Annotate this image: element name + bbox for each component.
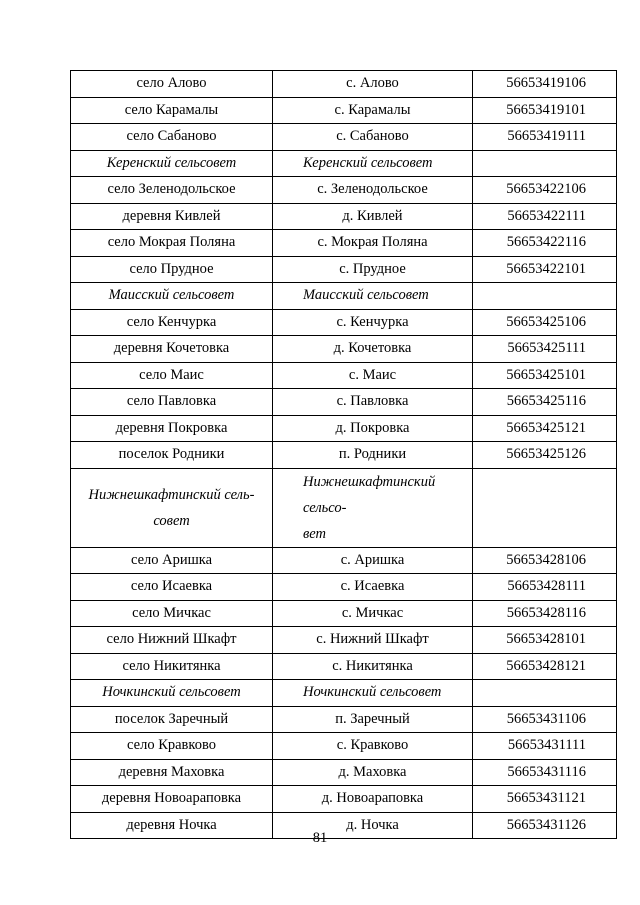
oktmo-code-cell: 56653425106 — [473, 309, 617, 336]
settlement-name-cell: село Аришка — [71, 547, 273, 574]
settlement-short-cell: Керенский сельсовет — [273, 150, 473, 177]
oktmo-code-cell: 56653422111 — [473, 203, 617, 230]
oktmo-code-cell: 56653431116 — [473, 759, 617, 786]
settlement-short-cell: с. Павловка — [273, 389, 473, 416]
oktmo-code-cell: 56653428116 — [473, 600, 617, 627]
table-row — [71, 574, 617, 601]
settlement-short-cell: с. Сабаново — [273, 124, 473, 151]
oktmo-code-cell: 56653425116 — [473, 389, 617, 416]
settlement-short-cell: с. Кенчурка — [273, 309, 473, 336]
oktmo-code-cell: 56653425121 — [473, 415, 617, 442]
settlement-name-cell: село Исаевка — [71, 574, 273, 601]
settlement-name-cell: Маисский сельсовет — [71, 283, 273, 310]
oktmo-code-cell: 56653419106 — [473, 71, 617, 98]
page-number: 81 — [312, 830, 328, 846]
settlement-name-cell: село Маис — [71, 362, 273, 389]
cell-line: совет — [153, 512, 190, 529]
settlement-name-cell: деревня Кочетовка — [71, 336, 273, 363]
table-body — [71, 71, 617, 839]
oktmo-code-cell: 56653431111 — [473, 733, 617, 760]
settlement-short-cell: с. Зеленодольское — [273, 177, 473, 204]
settlement-name-cell: деревня Покровка — [71, 415, 273, 442]
table-row — [71, 442, 617, 469]
settlement-short-cell: Ночкинский сельсовет — [273, 680, 473, 707]
settlement-name-cell: село Никитянка — [71, 653, 273, 680]
settlement-name-cell: Керенский сельсовет — [71, 150, 273, 177]
table-row — [71, 203, 617, 230]
section-row — [71, 150, 617, 177]
oktmo-code-cell: 56653431121 — [473, 786, 617, 813]
settlement-name-cell: село Кравково — [71, 733, 273, 760]
settlement-short-cell: с. Маис — [273, 362, 473, 389]
section-row — [71, 283, 617, 310]
oktmo-code-cell: 56653422101 — [473, 256, 617, 283]
settlement-short-cell: с. Мичкас — [273, 600, 473, 627]
oktmo-code-cell — [473, 468, 617, 547]
settlement-short-cell: с. Карамалы — [273, 97, 473, 124]
settlement-name-cell: село Павловка — [71, 389, 273, 416]
settlement-name-cell: поселок Заречный — [71, 706, 273, 733]
section-row — [71, 468, 617, 547]
oktmo-code-cell: 56653431106 — [473, 706, 617, 733]
settlement-short-cell: п. Заречный — [273, 706, 473, 733]
table-row — [71, 786, 617, 813]
settlement-name-cell: село Кенчурка — [71, 309, 273, 336]
settlement-short-cell: с. Кравково — [273, 733, 473, 760]
settlement-short-cell: д. Новоараповка — [273, 786, 473, 813]
settlement-name-cell: деревня Кивлей — [71, 203, 273, 230]
settlement-name-cell: село Нижний Шкафт — [71, 627, 273, 654]
settlement-short-cell: д. Кочетовка — [273, 336, 473, 363]
table-row — [71, 71, 617, 98]
table-row — [71, 230, 617, 257]
oktmo-code-cell: 56653422116 — [473, 230, 617, 257]
settlement-short-cell: д. Кивлей — [273, 203, 473, 230]
oktmo-code-cell — [473, 283, 617, 310]
settlements-table — [70, 70, 617, 839]
oktmo-code-cell: 56653419101 — [473, 97, 617, 124]
table-row — [71, 256, 617, 283]
settlement-name-cell — [71, 468, 273, 547]
settlement-short-cell: с. Мокрая Поляна — [273, 230, 473, 257]
settlement-name-cell: село Мокрая Поляна — [71, 230, 273, 257]
settlement-name-cell: поселок Родники — [71, 442, 273, 469]
settlement-short-cell: п. Родники — [273, 442, 473, 469]
table-row — [71, 600, 617, 627]
table-row — [71, 336, 617, 363]
table-row — [71, 415, 617, 442]
settlement-name-cell: село Карамалы — [71, 97, 273, 124]
table-row — [71, 733, 617, 760]
table-row — [71, 97, 617, 124]
oktmo-code-cell: 56653419111 — [473, 124, 617, 151]
table-row — [71, 547, 617, 574]
settlement-short-cell: д. Ночка — [273, 812, 473, 839]
settlement-short-cell: с. Алово — [273, 71, 473, 98]
settlement-short-cell — [273, 468, 473, 547]
settlement-name-cell: деревня Маховка — [71, 759, 273, 786]
oktmo-code-cell: 56653425126 — [473, 442, 617, 469]
settlement-short-cell: с. Исаевка — [273, 574, 473, 601]
cell-line: Нижнешкафтинский сельсо- — [303, 473, 436, 516]
section-row — [71, 680, 617, 707]
settlement-name-cell: село Алово — [71, 71, 273, 98]
table-row — [71, 627, 617, 654]
settlement-short-cell: д. Маховка — [273, 759, 473, 786]
settlement-name-cell: село Прудное — [71, 256, 273, 283]
settlement-name-cell: деревня Новоараповка — [71, 786, 273, 813]
oktmo-code-cell: 56653425101 — [473, 362, 617, 389]
settlement-name-cell: деревня Ночка — [71, 812, 273, 839]
table-row — [71, 389, 617, 416]
settlement-short-cell: с. Аришка — [273, 547, 473, 574]
table-row — [71, 653, 617, 680]
oktmo-code-cell — [473, 150, 617, 177]
table-row — [71, 706, 617, 733]
table-row — [71, 309, 617, 336]
oktmo-code-cell: 56653425111 — [473, 336, 617, 363]
oktmo-code-cell: 56653428101 — [473, 627, 617, 654]
table-row — [71, 362, 617, 389]
oktmo-code-cell: 56653428106 — [473, 547, 617, 574]
settlement-short-cell: с. Прудное — [273, 256, 473, 283]
settlement-short-cell: Маисский сельсовет — [273, 283, 473, 310]
settlement-name-cell: село Сабаново — [71, 124, 273, 151]
oktmo-code-cell: 56653431126 — [473, 812, 617, 839]
oktmo-code-cell: 56653428111 — [473, 574, 617, 601]
settlement-name-cell: село Мичкас — [71, 600, 273, 627]
table-row — [71, 177, 617, 204]
oktmo-code-cell: 56653422106 — [473, 177, 617, 204]
cell-line: вет — [303, 525, 327, 542]
oktmo-code-cell: 56653428121 — [473, 653, 617, 680]
settlement-name-cell: Ночкинский сельсовет — [71, 680, 273, 707]
cell-line: Нижнешкафтинский сель- — [88, 486, 255, 503]
settlement-name-cell: село Зеленодольское — [71, 177, 273, 204]
settlement-short-cell: с. Никитянка — [273, 653, 473, 680]
table-row — [71, 759, 617, 786]
settlement-short-cell: д. Покровка — [273, 415, 473, 442]
table-row — [71, 124, 617, 151]
settlement-short-cell: с. Нижний Шкафт — [273, 627, 473, 654]
oktmo-code-cell — [473, 680, 617, 707]
